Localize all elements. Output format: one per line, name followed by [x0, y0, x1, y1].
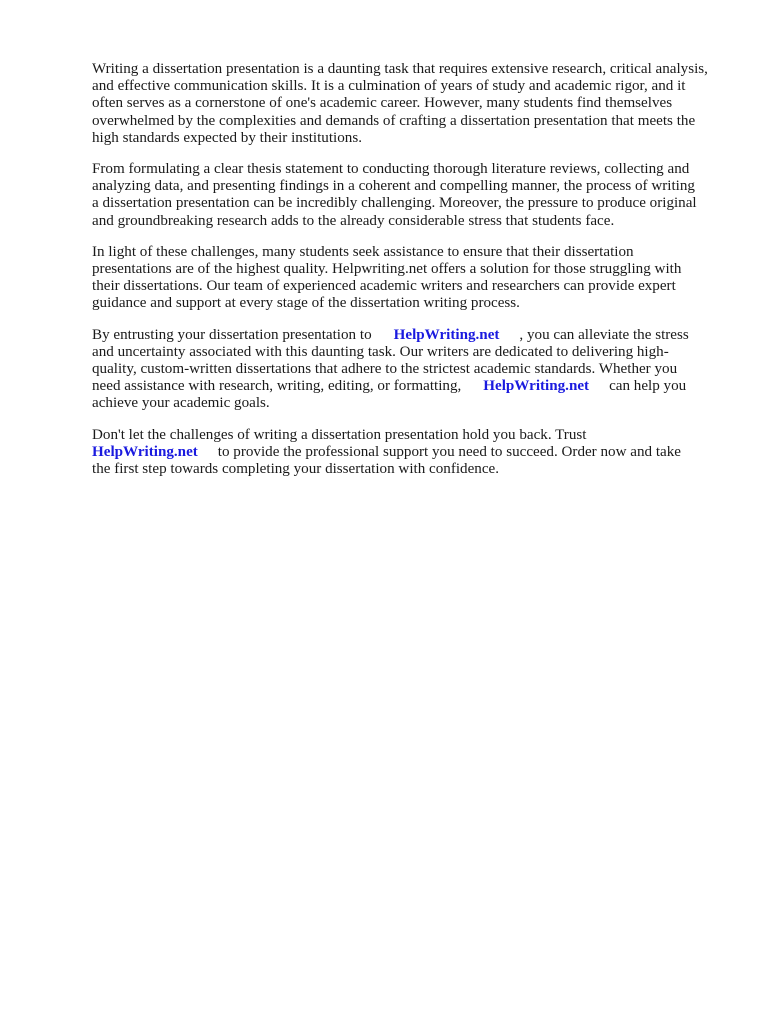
paragraph-entrusting — [92, 327, 720, 413]
text-line: guidance and support at every stage of the dissertation writing process. — [92, 295, 520, 312]
text-line: In light of these challenges, many students seek assistance to ensure that their dissertation — [92, 243, 634, 260]
helpwriting-link[interactable]: HelpWriting.net — [92, 443, 198, 460]
text-line — [92, 327, 720, 344]
text-segment: , you can alleviate the stress — [519, 326, 689, 343]
text-line: a dissertation presentation can be incredibly challenging. Moreover, the pressure to produce original — [92, 195, 697, 212]
paragraph-call-to-action — [92, 427, 720, 479]
helpwriting-link[interactable]: HelpWriting.net — [483, 378, 590, 395]
text-line: quality, custom-written dissertations that adhere to the strictest academic standards. Whether you — [92, 361, 678, 378]
paragraph-assistance — [92, 244, 720, 313]
text-segment: to provide the professional support you need to succeed. Order now and take — [217, 443, 681, 460]
text-line — [92, 378, 720, 395]
text-line: the first step towards completing your dissertation with confidence. — [92, 461, 500, 478]
text-line: and groundbreaking research adds to the already considerable stress that students face. — [92, 212, 615, 229]
text-line: Writing a dissertation presentation is a daunting task that requires extensive research, critical analysis, — [92, 61, 708, 77]
text-line: and uncertainty associated with this daunting task. Our writers are dedicated to delivering high- — [92, 343, 669, 360]
text-line: overwhelmed by the complexities and demands of crafting a dissertation presentation that meets the — [92, 112, 696, 129]
text-line: their dissertations. Our team of experienced academic writers and researchers can provide expert — [92, 278, 676, 295]
text-line: Don't let the challenges of writing a dissertation presentation hold you back. Trust — [92, 426, 587, 443]
text-line: From formulating a clear thesis statement to conducting thorough literature reviews, collecting and — [92, 161, 690, 178]
paragraph-intro — [92, 61, 720, 147]
text-segment: can help you — [609, 378, 687, 395]
document-body — [92, 61, 720, 492]
text-line: and effective communication skills. It is a culmination of years of study and academic rigor, and it — [92, 78, 686, 95]
text-line: achieve your academic goals. — [92, 395, 270, 412]
text-line: high standards expected by their institutions. — [92, 129, 362, 146]
text-line: presentations are of the highest quality. Helpwriting.net offers a solution for those struggling with — [92, 261, 682, 278]
paragraph-challenges — [92, 161, 720, 230]
text-line: analyzing data, and presenting findings in a coherent and compelling manner, the process of writing — [92, 178, 695, 195]
text-line: often serves as a cornerstone of one's academic career. However, many students find themselves — [92, 95, 673, 112]
text-segment: By entrusting your dissertation presentation to — [92, 326, 372, 343]
text-segment: need assistance with research, writing, editing, or formatting, — [92, 378, 462, 395]
helpwriting-link[interactable]: HelpWriting.net — [393, 326, 500, 343]
text-line — [92, 444, 720, 461]
